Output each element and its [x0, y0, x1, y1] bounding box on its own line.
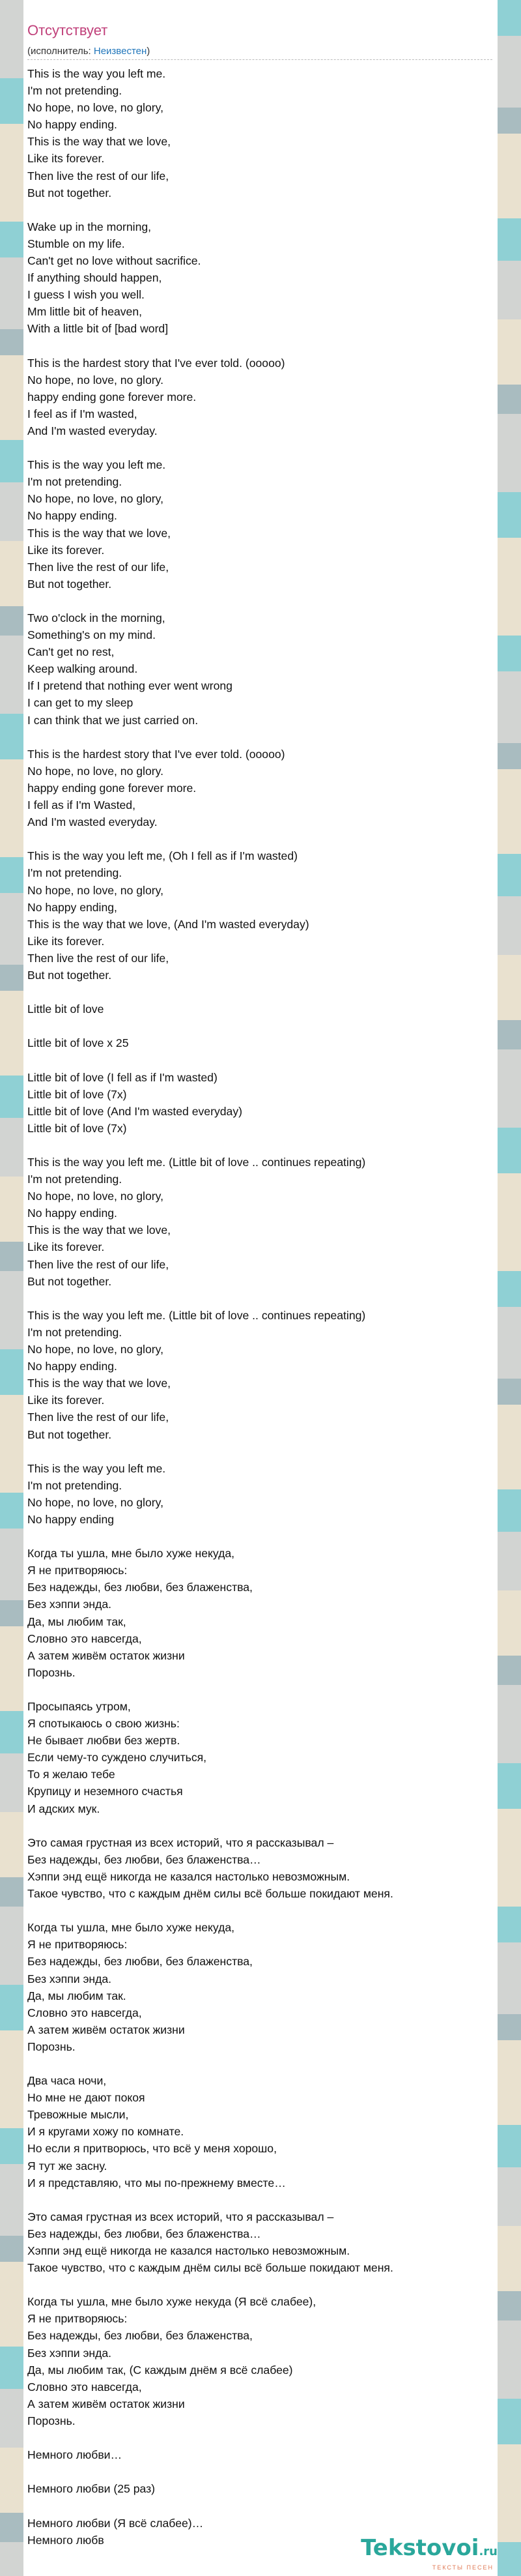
stanza-gap	[27, 201, 494, 218]
lyric-line: Два часа ночи,	[27, 2074, 107, 2088]
decorative-stripe	[0, 440, 23, 482]
decorative-stripe	[0, 124, 23, 222]
decorative-stripe	[0, 1877, 23, 1907]
decorative-stripe	[0, 2030, 23, 2128]
lyric-line: This is the way you left me.	[27, 67, 166, 80]
lyric-line: No hope, no love, no glory,	[27, 1190, 163, 1203]
decorative-stripe	[0, 1118, 23, 1177]
decorative-stripe	[0, 1242, 23, 1271]
lyric-line: And I'm wasted everyday.	[27, 815, 158, 829]
decorative-stripe	[0, 991, 23, 1076]
lyric-line: Тревожные мысли,	[27, 2108, 129, 2122]
lyric-line: I can get to my sleep	[27, 696, 134, 710]
lyric-line: No happy ending.	[27, 1207, 117, 1220]
decorative-stripe	[0, 2236, 23, 2262]
decorative-stripe	[498, 1532, 521, 1590]
lyric-line: I'm not pretending.	[27, 84, 122, 98]
lyric-line: Little bit of love (7x)	[27, 1121, 127, 1135]
decorative-stripe	[0, 541, 23, 606]
decorative-stripe	[498, 2167, 521, 2226]
lyric-line: No hope, no love, no glory.	[27, 373, 163, 387]
lyric-line: This is the way that we love,	[27, 1377, 171, 1390]
stanza-gap	[27, 729, 494, 746]
decorative-stripe	[498, 2291, 521, 2320]
lyric-line: This is the hardest story that I've ever told. (ooooo)	[27, 747, 285, 761]
decorative-stripe	[0, 759, 23, 857]
lyric-line: Да, мы любим так,	[27, 1615, 126, 1628]
decorative-stripe	[0, 1985, 23, 2030]
decorative-stripe	[498, 769, 521, 854]
decorative-stripe	[0, 1529, 23, 1600]
stanza-gap	[27, 1137, 494, 1154]
decorative-stripe	[498, 1271, 521, 1307]
decorative-stripe	[498, 1405, 521, 1489]
lyric-line: А затем живём остаток жизни	[27, 1648, 185, 1662]
decorative-stripe	[0, 1493, 23, 1529]
decorative-stripe	[498, 1763, 521, 1809]
lyric-line: Крупицу и неземного счастья	[27, 1785, 183, 1798]
lyric-line: Я не притворяюсь:	[27, 1564, 128, 1577]
decorative-stripe	[0, 1907, 23, 1985]
lyric-line: Но если я притворюсь, что всё у меня хорошо,	[27, 2142, 277, 2156]
lyric-line: Словно это навсегда,	[27, 2006, 142, 2019]
lyric-line: This is the way that we love,	[27, 526, 171, 540]
lyric-line: А затем живём остаток жизни	[27, 2023, 185, 2036]
decorative-stripe	[498, 2542, 521, 2576]
decorative-stripe	[0, 78, 23, 124]
stanza-gap	[27, 2497, 494, 2514]
decorative-stripe	[0, 482, 23, 541]
decorative-stripe	[498, 108, 521, 134]
decorative-stripe	[0, 355, 23, 440]
lyric-line: I'm not pretending.	[27, 866, 122, 880]
lyric-line: This is the way you left me.	[27, 458, 166, 472]
decorative-stripe	[498, 1907, 521, 1942]
decorative-stripe	[498, 2125, 521, 2167]
lyric-line: Mm little bit of heaven,	[27, 305, 143, 319]
lyric-line: Like its forever.	[27, 543, 105, 557]
logo-main-text: Tekstovoi	[361, 2535, 479, 2561]
lyric-line: Я не притворяюсь:	[27, 1938, 128, 1952]
lyric-line: If anything should happen,	[27, 271, 162, 285]
decorative-stripe	[0, 2128, 23, 2164]
song-title: Отсутствует	[27, 22, 108, 38]
lyric-line: Без хэппи энда.	[27, 1972, 112, 1985]
stanza-gap	[27, 984, 494, 1001]
decorative-stripe	[498, 319, 521, 385]
stanza-gap	[27, 1051, 494, 1068]
left-decorative-border	[0, 0, 23, 2576]
lyric-line: Не бывает любви без жертв.	[27, 1734, 180, 1748]
stanza-gap	[27, 1443, 494, 1460]
decorative-stripe	[498, 636, 521, 671]
lyric-line: Без надежды, без любви, без блаженства,	[27, 1581, 253, 1594]
decorative-stripe	[498, 2226, 521, 2291]
lyric-line: И адских мук.	[27, 1802, 100, 1815]
stanza-gap	[27, 2463, 494, 2480]
decorative-stripe	[0, 1753, 23, 1812]
lyric-line: Без надежды, без любви, без блаженства…	[27, 1852, 261, 1866]
lyric-line: Can't get no love without sacrifice.	[27, 254, 201, 268]
lyric-line: Без надежды, без любви, без блаженства,	[27, 2329, 253, 2343]
decorative-stripe	[0, 2262, 23, 2347]
stanza-gap	[27, 439, 494, 456]
lyric-line: Хэппи энд ещё никогда не казался настолько невозможным.	[27, 2244, 350, 2257]
decorative-stripe	[498, 1489, 521, 1532]
lyric-line: No happy ending.	[27, 509, 117, 523]
lyric-line: This is the way you left me. (Little bit of love .. continues repeating)	[27, 1308, 366, 1322]
decorative-stripe	[498, 2444, 521, 2542]
lyric-line: No happy ending.	[27, 1360, 117, 1373]
lyric-line: I feel as if I'm wasted,	[27, 407, 137, 420]
decorative-stripe	[0, 329, 23, 355]
artist-prefix: (исполнитель:	[27, 46, 94, 57]
decorative-stripe	[498, 2399, 521, 2444]
lyric-line: This is the way that we love, (And I'm wasted everyday)	[27, 917, 309, 931]
decorative-stripe	[0, 2389, 23, 2448]
decorative-stripe	[498, 1020, 521, 1049]
lyric-line: This is the way that we love,	[27, 135, 171, 149]
decorative-stripe	[0, 1600, 23, 1626]
lyric-line: Then live the rest of our life,	[27, 951, 169, 965]
decorative-stripe	[0, 1349, 23, 1395]
logo-tld: .ru	[479, 2545, 498, 2558]
lyric-line: No happy ending	[27, 1512, 115, 1526]
decorative-stripe	[498, 36, 521, 108]
lyric-line: Я тут же засну.	[27, 2159, 107, 2173]
stanza-gap	[27, 2191, 494, 2208]
lyric-line: Like its forever.	[27, 934, 105, 948]
lyric-line: То я желаю тебе	[27, 1768, 115, 1781]
artist-link[interactable]: Неизвестен	[93, 46, 147, 57]
stanza-gap	[27, 1290, 494, 1307]
lyric-line: This is the hardest story that I've ever told. (ooooo)	[27, 356, 285, 370]
lyric-line: Но мне не дают покоя	[27, 2091, 145, 2105]
decorative-stripe	[498, 134, 521, 218]
lyric-line: I'm not pretending.	[27, 1173, 122, 1186]
decorative-stripe	[498, 671, 521, 743]
lyric-line: А затем живём остаток жизни	[27, 2397, 185, 2410]
stanza-gap	[27, 2276, 494, 2293]
stanza-gap	[27, 830, 494, 847]
decorative-stripe	[498, 414, 521, 492]
lyric-line: No hope, no love, no glory,	[27, 1495, 163, 1509]
decorative-stripe	[498, 1942, 521, 2014]
stanza-gap	[27, 1902, 494, 1919]
lyric-line: Без надежды, без любви, без блаженства…	[27, 2227, 261, 2240]
lyric-line: Little bit of love x 25	[27, 1036, 129, 1050]
lyrics-text	[27, 65, 494, 2549]
lyric-line: Like its forever.	[27, 152, 105, 166]
decorative-stripe	[498, 1685, 521, 1763]
lyric-line: I'm not pretending.	[27, 1478, 122, 1492]
lyric-line: Something's on my mind.	[27, 628, 156, 642]
lyric-line: Like its forever.	[27, 1394, 105, 1407]
lyric-line: No hope, no love, no glory,	[27, 883, 163, 897]
lyric-line: Немного любв	[27, 2533, 104, 2547]
decorative-stripe	[0, 0, 23, 78]
stanza-gap	[27, 1681, 494, 1698]
decorative-stripe	[498, 1173, 521, 1271]
decorative-stripe	[0, 2542, 23, 2576]
lyric-line: Такое чувство, что с каждым днём силы всё больше покидают меня.	[27, 1887, 393, 1901]
decorative-stripe	[498, 218, 521, 261]
lyric-line: Немного любви (Я всё слабее)…	[27, 2516, 204, 2530]
stanza-gap	[27, 338, 494, 355]
lyric-line: Когда ты ушла, мне было хуже некуда,	[27, 1547, 235, 1560]
decorative-stripe	[0, 2448, 23, 2513]
decorative-stripe	[498, 1049, 521, 1128]
decorative-stripe	[498, 492, 521, 538]
lyric-line: Порознь.	[27, 1665, 76, 1679]
decorative-stripe	[0, 893, 23, 965]
lyric-line: Это самая грустная из всех историй, что я рассказывал –	[27, 1836, 334, 1849]
decorative-stripe	[0, 1626, 23, 1711]
lyric-line: No hope, no love, no glory.	[27, 764, 163, 778]
lyric-line: If I pretend that nothing ever went wrong	[27, 679, 232, 693]
decorative-stripe	[498, 385, 521, 414]
lyric-line: Little bit of love	[27, 1003, 104, 1016]
lyric-line: This is the way you left me.	[27, 1461, 166, 1475]
lyric-line: Like its forever.	[27, 1240, 105, 1254]
lyric-line: Then live the rest of our life,	[27, 1257, 169, 1271]
site-logo[interactable]	[302, 2536, 498, 2569]
lyrics-page	[23, 0, 498, 2576]
decorative-stripe	[498, 1379, 521, 1405]
lyric-line: Это самая грустная из всех историй, что я рассказывал –	[27, 2210, 334, 2223]
lyric-line: No happy ending.	[27, 118, 117, 132]
decorative-stripe	[498, 0, 521, 36]
decorative-stripe	[0, 222, 23, 257]
lyric-line: Без хэппи энда.	[27, 2346, 112, 2360]
lyric-line: Да, мы любим так.	[27, 1989, 126, 2002]
stanza-gap	[27, 593, 494, 609]
lyric-line: I can think that we just carried on.	[27, 713, 199, 727]
lyric-line: Я не притворяюсь:	[27, 2312, 128, 2326]
lyric-line: happy ending gone forever more.	[27, 390, 197, 403]
lyric-line: Хэппи энд ещё никогда не казался настолько невозможным.	[27, 1869, 350, 1883]
stanza-gap	[27, 2055, 494, 2072]
decorative-stripe	[0, 1076, 23, 1118]
decorative-stripe	[498, 2040, 521, 2125]
decorative-stripe	[0, 2513, 23, 2542]
lyric-line: But not together.	[27, 1274, 112, 1288]
lyric-line: I fell as if I'm Wasted,	[27, 798, 135, 812]
decorative-stripe	[498, 538, 521, 636]
decorative-stripe	[0, 857, 23, 893]
lyric-line: Keep walking around.	[27, 662, 138, 676]
decorative-stripe	[0, 1711, 23, 1753]
lyric-line: Просыпаясь утром,	[27, 1700, 131, 1713]
lyric-line: Wake up in the morning,	[27, 220, 152, 233]
artist-line	[27, 46, 150, 57]
lyric-line: Then live the rest of our life,	[27, 169, 169, 183]
lyric-line: This is the way you left me. (Little bit of love .. continues repeating)	[27, 1156, 366, 1169]
decorative-stripe	[498, 854, 521, 896]
lyric-line: No hope, no love, no glory,	[27, 1343, 163, 1356]
lyric-line: I'm not pretending.	[27, 475, 122, 489]
lyric-line: Немного любви…	[27, 2448, 122, 2462]
decorative-stripe	[498, 955, 521, 1020]
decorative-stripe	[0, 714, 23, 759]
decorative-stripe	[0, 2347, 23, 2389]
stanza-gap	[27, 1528, 494, 1545]
lyric-line: Я спотыкаюсь о свою жизнь:	[27, 1717, 180, 1731]
right-decorative-border	[498, 0, 521, 2576]
lyric-line: Словно это навсегда,	[27, 1632, 142, 1645]
stanza-gap	[27, 2429, 494, 2446]
decorative-stripe	[498, 261, 521, 319]
lyric-line: Без надежды, без любви, без блаженства,	[27, 1955, 253, 1969]
lyric-line: Немного любви (25 раз)	[27, 2482, 156, 2496]
logo-tagline: ТЕКСТЫ ПЕСЕН	[432, 2564, 494, 2571]
decorative-stripe	[498, 896, 521, 955]
logo-wordmark	[302, 2536, 498, 2564]
lyric-line: This is the way that we love,	[27, 1223, 171, 1237]
lyric-line: With a little bit of [bad word]	[27, 322, 169, 336]
decorative-stripe	[0, 1395, 23, 1493]
decorative-stripe	[0, 1177, 23, 1242]
lyric-line: But not together.	[27, 1427, 112, 1441]
lyric-line: Да, мы любим так, (С каждым днём я всё слабее)	[27, 2363, 293, 2377]
decorative-stripe	[0, 606, 23, 636]
lyric-line: I guess I wish you well.	[27, 288, 145, 302]
artist-suffix: )	[147, 46, 150, 57]
lyric-line: But not together.	[27, 577, 112, 591]
lyric-line: No hope, no love, no glory,	[27, 492, 163, 506]
lyric-line: No happy ending,	[27, 900, 117, 914]
lyric-line: Порознь.	[27, 2414, 76, 2427]
lyric-line: But not together.	[27, 968, 112, 982]
decorative-stripe	[0, 636, 23, 714]
lyric-line: Когда ты ушла, мне было хуже некуда (Я всё слабее),	[27, 2295, 317, 2309]
lyric-line: Little bit of love (I fell as if I'm wasted)	[27, 1070, 218, 1084]
lyric-line: I'm not pretending.	[27, 1325, 122, 1339]
decorative-stripe	[498, 1128, 521, 1173]
lyric-line: Little bit of love (7x)	[27, 1087, 127, 1101]
decorative-stripe	[0, 965, 23, 991]
lyric-line: But not together.	[27, 186, 112, 199]
lyric-line: Когда ты ушла, мне было хуже некуда,	[27, 1921, 235, 1935]
lyric-line: Словно это навсегда,	[27, 2380, 142, 2393]
lyric-line: Такое чувство, что с каждым днём силы всё больше покидают меня.	[27, 2261, 393, 2275]
decorative-stripe	[0, 2164, 23, 2236]
stanza-gap	[27, 1017, 494, 1034]
lyric-line: И я представляю, что мы по-прежнему вместе…	[27, 2176, 286, 2189]
decorative-stripe	[498, 1590, 521, 1656]
decorative-stripe	[498, 1809, 521, 1907]
header-divider	[27, 59, 492, 60]
lyric-line: Без хэппи энда.	[27, 1598, 112, 1611]
lyric-line: happy ending gone forever more.	[27, 781, 197, 795]
decorative-stripe	[0, 257, 23, 329]
lyric-line: Порознь.	[27, 2040, 76, 2053]
decorative-stripe	[0, 1271, 23, 1349]
decorative-stripe	[498, 2014, 521, 2040]
lyric-line: This is the way you left me, (Oh I fell as if I'm wasted)	[27, 849, 298, 863]
lyric-line: Then live the rest of our life,	[27, 1411, 169, 1424]
lyric-line: Stumble on my life.	[27, 237, 125, 250]
decorative-stripe	[498, 1307, 521, 1379]
lyric-line: И я кругами хожу по комнате.	[27, 2125, 184, 2139]
lyric-line: No hope, no love, no glory,	[27, 101, 163, 115]
decorative-stripe	[498, 1656, 521, 1685]
decorative-stripe	[498, 2320, 521, 2399]
lyric-line: Если чему-то суждено случиться,	[27, 1751, 207, 1764]
lyric-line: And I'm wasted everyday.	[27, 424, 158, 437]
lyric-line: Two o'clock in the morning,	[27, 611, 165, 624]
stanza-gap	[27, 1817, 494, 1834]
lyric-line: Then live the rest of our life,	[27, 560, 169, 574]
decorative-stripe	[498, 743, 521, 769]
decorative-stripe	[0, 1812, 23, 1877]
lyric-line: Can't get no rest,	[27, 645, 115, 659]
lyric-line: Little bit of love (And I'm wasted everyday)	[27, 1104, 242, 1118]
